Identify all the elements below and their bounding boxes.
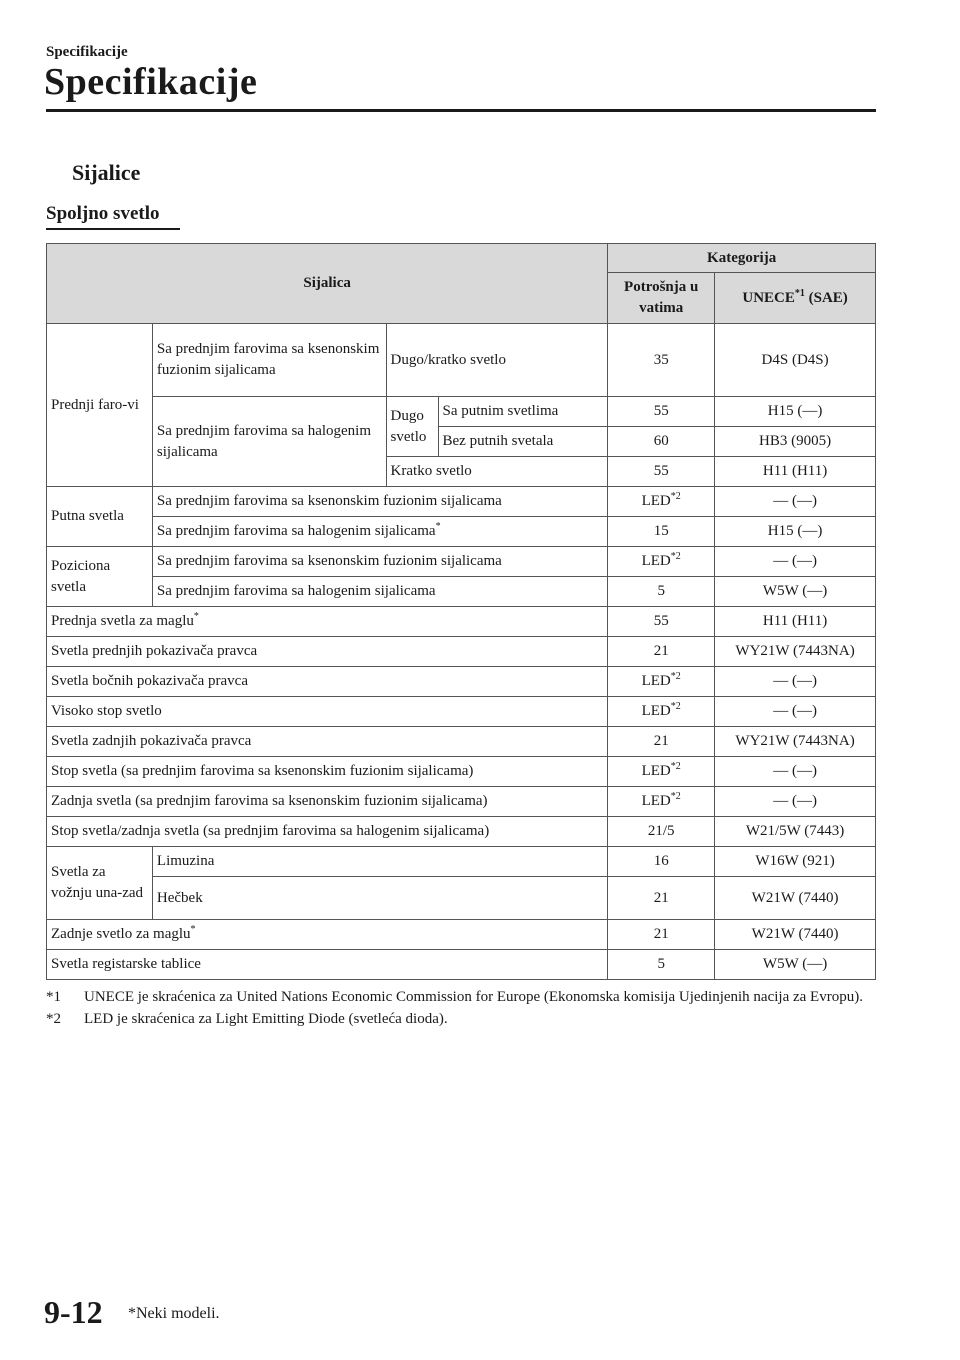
cell-watts: 21/5 [608,817,715,847]
col-header-category: Kategorija [608,244,876,273]
cell-watts: 60 [608,427,715,457]
cell-side-turn: Svetla bočnih pokazivača pravca [47,667,608,697]
cell-watts: LED$^{*2}$ [608,487,715,517]
footnote-item [46,987,876,1007]
cell-watts: 55 [608,607,715,637]
table-row [47,920,876,950]
row-label-xenon: Sa prednjim farovima sa ksenonskim fuzionim sijalicama [152,324,386,397]
cell-code: — (—) [715,547,876,577]
table-row [47,487,876,517]
table-row [47,950,876,980]
table-header-row [47,244,876,273]
footnote-text: UNECE je skraćenica za United Nations Economic Commission for Europe (Ekonomska komisija Ujedinjenih nacija za Evropu). [84,989,863,1005]
cell-stop-tail-halogen: Stop svetla/zadnja svetla (sa prednjim farovima sa halogenim sijalicama) [47,817,608,847]
cell-code: W16W (921) [715,847,876,877]
cell-code: HB3 (9005) [715,427,876,457]
cell-code: WY21W (7443NA) [715,637,876,667]
cell-code: WY21W (7443NA) [715,727,876,757]
cell-code: W21/5W (7443) [715,817,876,847]
cell-code: D4S (D4S) [715,324,876,397]
cell-with-drl: Sa putnim svetlima [438,397,608,427]
table-row [47,577,876,607]
page-number: 9-12 [44,1294,103,1330]
cell-code: — (—) [715,697,876,727]
cell-rear-fog: Zadnje svetlo za maglu* [47,920,608,950]
cell-hatch: Hečbek [152,877,607,920]
row-label-halogen: Sa prednjim farovima sa halogenim sijalicama [152,397,386,487]
running-header: Specifikacije [46,44,128,60]
footnote-item [46,1009,876,1029]
cell-watts: 15 [608,517,715,547]
cell-fog: Prednja svetla za maglu* [47,607,608,637]
cell-sedan: Limuzina [152,847,607,877]
cell-code: H15 (—) [715,517,876,547]
cell-high-low: Dugo/kratko svetlo [386,324,608,397]
cell-watts: 35 [608,324,715,397]
cell-watts: 5 [608,577,715,607]
table-row [47,787,876,817]
cell-rear-turn: Svetla zadnjih pokazivača pravca [47,727,608,757]
cell-watts: 16 [608,847,715,877]
row-label-reverse: Svetla za vožnju una-zad [47,847,153,920]
subsection-title: Spoljno svetlo [46,203,160,224]
cell-code: W21W (7440) [715,877,876,920]
table-row [47,637,876,667]
row-label-drl: Putna svetla [47,487,153,547]
cell-code: — (—) [715,787,876,817]
col-header-bulb: Sijalica [47,244,608,324]
cell-drl-halogen: Sa prednjim farovima sa halogenim sijalicama* [152,517,607,547]
cell-watts: 21 [608,920,715,950]
cell-watts: LED$^{*2}$ [608,757,715,787]
footnote-text: LED je skraćenica za Light Emitting Diode (svetleća dioda). [84,1011,448,1027]
row-label-front-lights: Prednji faro-vi [47,324,153,487]
cell-plate: Svetla registarske tablice [47,950,608,980]
table-row [47,727,876,757]
cell-code: H11 (H11) [715,457,876,487]
cell-pos-xenon: Sa prednjim farovima sa ksenonskim fuzionim sijalicama [152,547,607,577]
table-row [47,324,876,397]
cell-watts: 55 [608,397,715,427]
cell-code: W5W (—) [715,950,876,980]
cell-low-beam: Kratko svetlo [386,457,608,487]
cell-watts: 55 [608,457,715,487]
cell-watts: 21 [608,727,715,757]
cell-code: H15 (—) [715,397,876,427]
cell-without-drl: Bez putnih svetala [438,427,608,457]
cell-watts: LED$^{*2}$ [608,697,715,727]
cell-code: — (—) [715,487,876,517]
footer-note: *Neki modeli. [128,1305,220,1322]
cell-watts: 5 [608,950,715,980]
cell-drl-xenon: Sa prednjim farovima sa ksenonskim fuzionim sijalicama [152,487,607,517]
bulb-spec-table [46,243,876,980]
cell-tail-xenon: Zadnja svetla (sa prednjim farovima sa ksenonskim fuzionim sijalicama) [47,787,608,817]
table-row [47,847,876,877]
page-title: Specifikacije [44,61,258,103]
row-label-position: Poziciona svetla [47,547,153,607]
table-row [47,607,876,637]
col-header-unece: UNECE$^{*1}$ (SAE) [715,273,876,324]
cell-watts: LED$^{*2}$ [608,547,715,577]
footnotes [46,987,876,1031]
cell-code: — (—) [715,667,876,697]
cell-watts: LED$^{*2}$ [608,667,715,697]
cell-pos-halogen: Sa prednjim farovima sa halogenim sijalicama [152,577,607,607]
subsection-underline [46,228,180,230]
cell-code: W5W (—) [715,577,876,607]
col-header-watts: Potrošnja u vatima [608,273,715,324]
table-row [47,547,876,577]
cell-code: W21W (7440) [715,920,876,950]
cell-stop-xenon: Stop svetla (sa prednjim farovima sa ksenonskim fuzionim sijalicama) [47,757,608,787]
table-row [47,397,876,427]
cell-front-turn: Svetla prednjih pokazivača pravca [47,637,608,667]
cell-high-beam: Dugo svetlo [386,397,438,457]
table-row [47,697,876,727]
table-row [47,517,876,547]
footnote-mark: *1 [46,989,61,1005]
table-row [47,877,876,920]
cell-code: — (—) [715,757,876,787]
cell-code: H11 (H11) [715,607,876,637]
cell-watts: 21 [608,637,715,667]
cell-watts: LED$^{*2}$ [608,787,715,817]
section-title: Sijalice [72,160,141,185]
header-divider [46,109,876,112]
cell-watts: 21 [608,877,715,920]
table-row [47,757,876,787]
footnote-mark: *2 [46,1011,61,1027]
table-row [47,817,876,847]
table-row [47,667,876,697]
cell-high-stop: Visoko stop svetlo [47,697,608,727]
